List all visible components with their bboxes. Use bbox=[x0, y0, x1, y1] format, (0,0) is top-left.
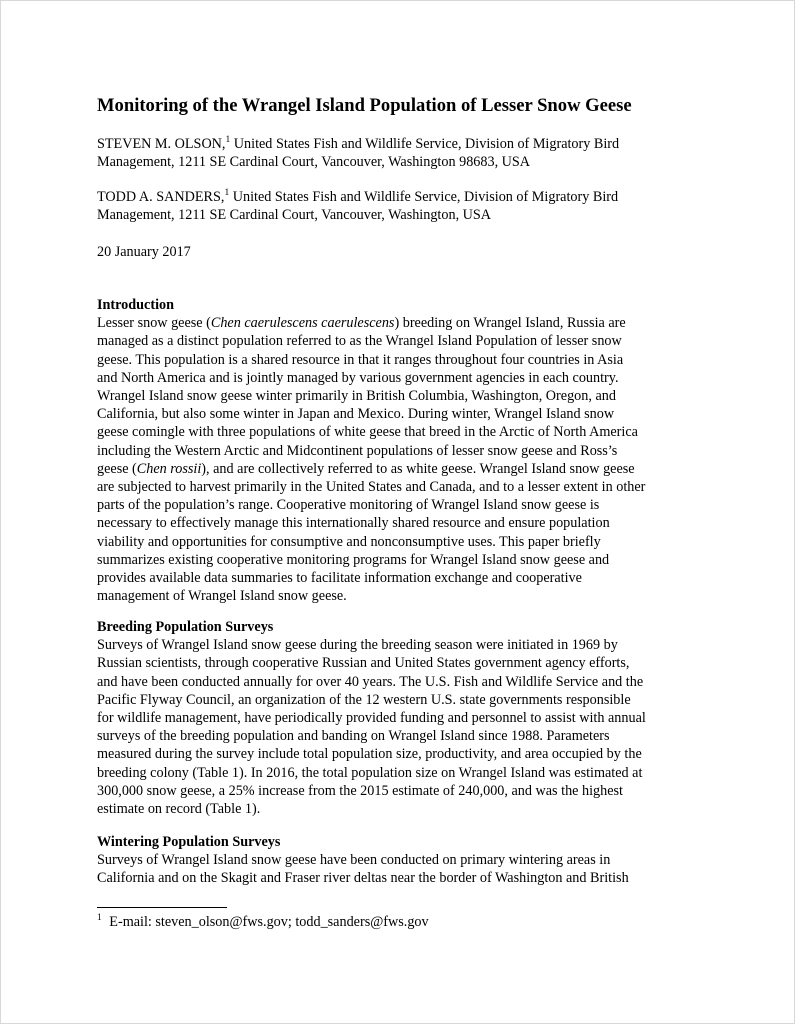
author-entry-sanders bbox=[97, 188, 727, 224]
author-entry-olson bbox=[97, 135, 727, 171]
paragraph-line: Surveys of Wrangel Island snow geese during the breeding season were initiated in 1969 by bbox=[97, 637, 618, 654]
paragraph-line: Surveys of Wrangel Island snow geese have been conducted on primary wintering areas in bbox=[97, 852, 611, 869]
section-heading-introduction: Introduction bbox=[97, 297, 174, 313]
footnote bbox=[97, 913, 429, 931]
wintering-paragraph bbox=[97, 851, 704, 887]
paragraph-line: geese comingle with three populations of white geese that breed in the Arctic of North America bbox=[97, 424, 638, 441]
author-name: TODD A. SANDERS, bbox=[97, 189, 225, 205]
paragraph-line: California, but also some winter in Japan and Mexico. During winter, Wrangel Island snow bbox=[97, 406, 615, 423]
paragraph-line: Lesser snow geese (Chen caerulescens caerulescens) breeding on Wrangel Island, Russia are bbox=[97, 315, 626, 332]
footnote-divider bbox=[97, 907, 227, 908]
paragraph-line: and North America and is jointly managed by various government agencies in each country. bbox=[97, 369, 619, 386]
paragraph-line: summarizes existing cooperative monitoring programs for Wrangel Island snow geese and bbox=[97, 551, 610, 568]
introduction-paragraph bbox=[97, 314, 704, 605]
species-name: Chen rossii bbox=[136, 460, 202, 477]
footnote-marker: 1 bbox=[225, 135, 231, 145]
species-name: Chen caerulescens caerulescens bbox=[210, 315, 395, 332]
paragraph-line: managed as a distinct population referred to as the Wrangel Island Population of lesser snow bbox=[97, 333, 622, 350]
paragraph-line: and have been conducted annually for over 40 years. The U.S. Fish and Wildlife Service and the bbox=[97, 673, 644, 690]
paragraph-line: necessary to effectively manage this internationally shared resource and ensure population bbox=[97, 515, 610, 532]
author-affiliation-line2: Management, 1211 SE Cardinal Court, Vancouver, Washington 98683, USA bbox=[97, 154, 531, 171]
paragraph-line: geese. This population is a shared resource in that it ranges throughout four countries in Asia bbox=[97, 351, 624, 368]
wintering-surveys-section bbox=[97, 833, 704, 888]
section-heading-wintering: Wintering Population Surveys bbox=[97, 834, 281, 850]
paragraph-line: including the Western Arctic and Midcontinent populations of lesser snow geese and Ross’s bbox=[97, 442, 618, 459]
paragraph-line: geese (Chen rossii), and are collectively referred to as white geese. Wrangel Island snow geese bbox=[97, 460, 635, 477]
author-affiliation-line1: United States Fish and Wildlife Service, Division of Migratory Bird bbox=[230, 136, 620, 152]
paragraph-line: parts of the population’s range. Cooperative monitoring of Wrangel Island snow geese is bbox=[97, 497, 600, 514]
document-date: 20 January 2017 bbox=[97, 244, 191, 260]
paragraph-line: management of Wrangel Island snow geese. bbox=[97, 588, 347, 605]
paragraph-line: measured during the survey include total population size, productivity, and area occupied by the bbox=[97, 746, 642, 763]
paragraph-line: viability and opportunities for consumptive and nonconsumptive uses. This paper briefly bbox=[97, 533, 601, 550]
breeding-paragraph bbox=[97, 636, 704, 818]
introduction-section bbox=[97, 296, 704, 605]
paragraph-line: are subjected to harvest primarily in the United States and Canada, and to a lesser extent in other bbox=[97, 479, 646, 496]
paragraph-line: breeding colony (Table 1). In 2016, the total population size on Wrangel Island was estimated at bbox=[97, 764, 643, 781]
paragraph-line: Pacific Flyway Council, an organization of the 12 western U.S. state governments responsible bbox=[97, 691, 631, 708]
paragraph-line: surveys of the breeding population and banding on Wrangel Island since 1988. Parameters bbox=[97, 728, 610, 745]
paragraph-line: California and on the Skagit and Fraser river deltas near the border of Washington and British bbox=[97, 870, 629, 887]
author-affiliation-line1: United States Fish and Wildlife Service, Division of Migratory Bird bbox=[229, 189, 619, 205]
section-heading-breeding: Breeding Population Surveys bbox=[97, 619, 274, 635]
paper-title: Monitoring of the Wrangel Island Population of Lesser Snow Geese bbox=[97, 95, 632, 116]
author-name: STEVEN M. OLSON, bbox=[97, 136, 226, 152]
paragraph-line: estimate on record (Table 1). bbox=[97, 801, 261, 818]
paragraph-line: 300,000 snow geese, a 25% increase from the 2015 estimate of 240,000, and was the highest bbox=[97, 782, 623, 799]
paragraph-line: provides available data summaries to facilitate information exchange and cooperative bbox=[97, 570, 582, 587]
paragraph-line: Russian scientists, through cooperative Russian and United States government agency efforts, bbox=[97, 655, 630, 672]
footnote-mark: 1 bbox=[97, 913, 102, 923]
footnote-marker: 1 bbox=[224, 188, 230, 198]
paragraph-line: Wrangel Island snow geese winter primarily in British Columbia, Washington, Oregon, and bbox=[97, 388, 616, 405]
breeding-surveys-section bbox=[97, 618, 704, 818]
author-affiliation-line2: Management, 1211 SE Cardinal Court, Vancouver, Washington, USA bbox=[97, 207, 492, 224]
paragraph-line: for wildlife management, have periodically provided funding and personnel to assist with annual bbox=[97, 710, 646, 727]
footnote-email-text: E-mail: steven_olson@fws.gov; todd_sanders@fws.gov bbox=[105, 914, 429, 930]
